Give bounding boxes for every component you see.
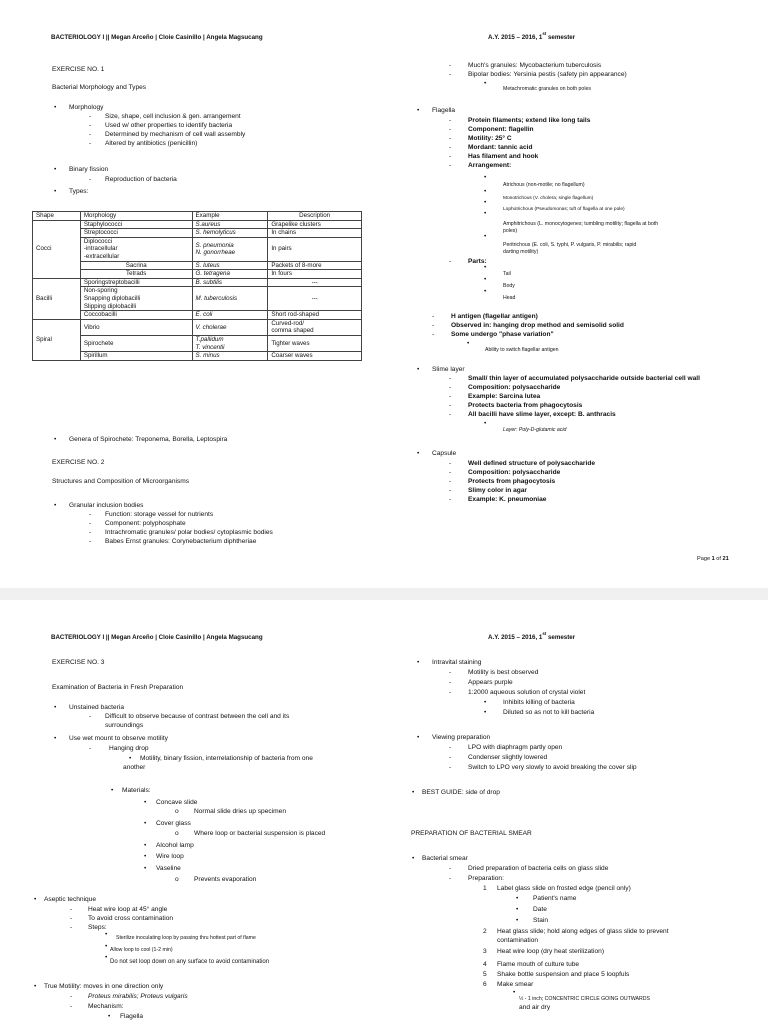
table-cell: Coarser waves	[268, 352, 362, 361]
slime-item: All bacilli have slime layer, except: B. anthracis	[468, 411, 616, 418]
table-cell: ---	[268, 287, 362, 311]
dash-icon: -	[449, 144, 452, 151]
dash-icon: -	[70, 906, 73, 913]
aseptic-step: Do not set loop down on any surface to avoid contamination	[110, 959, 270, 965]
unstained-item-cont: surroundings	[105, 722, 144, 729]
dash-icon: -	[449, 411, 452, 418]
capsule-item: Slimy color in agar	[468, 487, 527, 494]
unstained-item: Difficult to observe because of contrast between the cell and its	[105, 713, 290, 720]
best-guide: BEST GUIDE: side of drop	[422, 789, 500, 796]
prep-step-cont: contamination	[497, 937, 539, 944]
material-sub: Prevents evaporation	[194, 876, 257, 883]
exercise-1-title: EXERCISE NO. 1	[52, 66, 105, 73]
table-cell: G. tetragena	[192, 270, 268, 279]
dash-icon: -	[89, 113, 92, 120]
viewing-item: Condenser slightly lowered	[468, 754, 548, 761]
materials-heading: Materials:	[122, 787, 151, 794]
table-header: Example	[192, 212, 268, 221]
bullet-icon: •	[111, 787, 114, 794]
exercise-3-subtitle: Examination of Bacteria in Fresh Preparation	[52, 684, 184, 691]
bullet-icon: •	[129, 755, 132, 762]
bullet-icon: •	[54, 735, 57, 742]
dash-icon: -	[449, 153, 452, 160]
bullet-icon: •	[105, 954, 108, 961]
flagella-item: Has filament and hook	[468, 153, 539, 160]
prep-step-number: 4	[483, 961, 487, 968]
exercise-3-title: EXERCISE NO. 3	[52, 659, 105, 666]
metachromatic-note: Metachromatic granules on both poles	[503, 86, 591, 92]
dash-icon: -	[449, 487, 452, 494]
table-cell: Tetrads	[80, 270, 192, 279]
bullet-icon: •	[484, 188, 487, 195]
shape-cell: Spiral	[33, 319, 81, 360]
smear-sub: ½ - 1 inch; CONCENTRIC CIRCLE GOING OUTWARDS	[519, 996, 650, 1002]
slime-item: Protects bacteria from phagocytosis	[468, 402, 583, 409]
table-cell: Coccobacilli	[80, 311, 192, 320]
unstained-heading: Unstained bacteria	[69, 704, 124, 711]
table-cell: S. hemolyticus	[192, 229, 268, 238]
granular-item: Component: polyphosphate	[105, 520, 186, 527]
aseptic-item: Steps:	[88, 924, 107, 931]
table-cell: Streptococci	[80, 229, 192, 238]
slime-item: Composition: polysaccharide	[468, 384, 561, 391]
granular-item: Intrachromatic granules/ polar bodies/ cytoplasmic bodies	[105, 529, 273, 536]
prep-step: Heat wire loop (dry heat sterilization)	[497, 948, 605, 955]
smear-sub-cont: and air dry	[519, 1004, 551, 1011]
dash-icon: -	[449, 126, 452, 133]
material-item: Cover glass	[156, 820, 191, 827]
bullet-icon: •	[484, 709, 487, 716]
part-item: Head	[503, 295, 516, 301]
prep-step: Label glass slide on frosted edge (pencil only)	[497, 885, 631, 892]
capsule-item: Protects from phagocytosis	[468, 478, 556, 485]
bullet-icon: •	[484, 199, 487, 206]
genera-line: Genera of Spirochete: Treponema, Borella, Leptospira	[69, 436, 228, 443]
table-cell: Sacrina	[80, 261, 192, 270]
intravital-item: Appears purple	[468, 679, 513, 686]
bullet-icon: •	[484, 174, 487, 181]
dash-icon: -	[449, 117, 452, 124]
bullet-icon: •	[467, 340, 470, 347]
aseptic-item: To avoid cross contamination	[88, 915, 174, 922]
dash-icon: -	[70, 993, 73, 1000]
table-cell: T.pallidum T. vincentii	[192, 335, 268, 351]
table-cell: S. minus	[192, 352, 268, 361]
h-antigen-item: H antigen (flagellar antigen)	[451, 313, 538, 320]
bullet-icon: •	[144, 853, 147, 860]
table-header-row	[33, 212, 362, 221]
label-sub: Patient's name	[533, 895, 577, 902]
bullet-icon: •	[484, 210, 487, 217]
smear-item: Dried preparation of bacteria cells on glass slide	[468, 865, 609, 872]
bullet-icon: •	[417, 450, 420, 457]
viewing-item: LPO with diaphragm partly open	[468, 744, 563, 751]
dash-icon: -	[89, 122, 92, 129]
circle-bullet-icon: o	[175, 830, 179, 837]
shape-cell: Cocci	[33, 220, 81, 278]
bullet-icon: •	[54, 436, 57, 443]
table-cell: Tighter waves	[268, 335, 362, 351]
flagella-item: Mordant: tannic acid	[468, 144, 533, 151]
arrangement-item: poles)	[503, 228, 518, 234]
table-cell: Vibrio	[80, 319, 192, 335]
dash-icon: -	[449, 162, 452, 169]
table-cell: Packets of 8-more	[268, 261, 362, 270]
bullet-icon: •	[105, 943, 108, 950]
dash-icon: -	[449, 478, 452, 485]
bullet-icon: •	[54, 166, 57, 173]
header-authors: BACTERIOLOGY I || Megan Arceño | Cloie Casinillo | Angela Magsucang	[51, 34, 263, 41]
intravital-item: Motility is best observed	[468, 669, 539, 676]
table-row	[33, 311, 362, 320]
part-item: Body	[503, 283, 515, 289]
material-item: Vaseline	[156, 865, 181, 872]
dash-icon: -	[449, 679, 452, 686]
dash-icon: -	[432, 331, 435, 338]
bullet-icon: •	[484, 233, 487, 240]
wet-mount-heading: Use wet mount to observe motility	[69, 735, 168, 742]
table-cell: ---	[268, 278, 362, 287]
bullet-icon: •	[484, 699, 487, 706]
table-cell: Non-sporing Snapping diplobacilli Slipping diplobacilli	[80, 287, 192, 311]
dash-icon: -	[449, 744, 452, 751]
header-authors: BACTERIOLOGY I || Megan Arceño | Cloie Casinillo | Angela Magsucang	[51, 634, 263, 641]
bullet-icon: •	[144, 820, 147, 827]
dash-icon: -	[449, 393, 452, 400]
flagella-item: Arrangement:	[468, 162, 512, 169]
header-academic-year: A.Y. 2015 – 2016, 1st semester	[488, 631, 576, 641]
granule-item: Bipolar bodies: Yersinia pestis (safety pin appearance)	[468, 71, 627, 78]
bullet-icon: •	[412, 855, 415, 862]
label-sub: Date	[533, 906, 547, 913]
slime-item: Small/ thin layer of accumulated polysaccharide outside bacterial cell wall	[468, 375, 700, 382]
granular-item: Function: storage vessel for nutrients	[105, 511, 214, 518]
prep-step-number: 5	[483, 971, 487, 978]
capsule-item: Well defined structure of polysaccharide	[468, 460, 596, 467]
table-header: Morphology	[80, 212, 192, 221]
material-sub: Normal slide dries up specimen	[194, 808, 286, 815]
document-page-2	[0, 600, 768, 1024]
flagella-heading: Flagella	[432, 107, 456, 114]
arrangement-item: Lophotrichous (Pseudomonas; tuft of flagella at one pole)	[503, 207, 625, 212]
dash-icon: -	[89, 538, 92, 545]
material-item: Alcohol lamp	[156, 842, 194, 849]
bullet-icon: •	[54, 502, 57, 509]
granular-item: Babes Ernst granules: Corynebacterium diphtheriae	[105, 538, 257, 545]
bullet-icon: •	[412, 789, 415, 796]
table-row	[33, 335, 362, 351]
bullet-icon: •	[417, 366, 420, 373]
granule-item: Much's granules: Mycobacterium tuberculosis	[468, 62, 602, 69]
exercise-1-subtitle: Bacterial Morphology and Types	[52, 84, 147, 91]
flagella-item: Protein filaments; extend like long tails	[468, 117, 591, 124]
bullet-icon: •	[516, 895, 519, 902]
prep-step-number: 6	[483, 981, 487, 988]
dash-icon: -	[449, 384, 452, 391]
dash-icon: -	[449, 469, 452, 476]
bullet-icon: •	[54, 104, 57, 111]
prep-step: Heat glass slide; hold along edges of glass slide to prevent	[497, 928, 669, 935]
h-antigen-item: Some undergo "phase variation"	[451, 331, 554, 338]
bullet-icon: •	[105, 931, 108, 938]
table-cell: M. tuberculosis	[192, 287, 268, 311]
dash-icon: -	[449, 62, 452, 69]
dash-icon: -	[449, 754, 452, 761]
prep-step-number: 2	[483, 928, 487, 935]
table-cell: S. luteus	[192, 261, 268, 270]
bullet-icon: •	[484, 420, 487, 427]
table-row	[33, 278, 362, 287]
binary-fission-heading: Binary fission	[69, 166, 109, 173]
bullet-icon: •	[417, 734, 420, 741]
dash-icon: -	[449, 258, 452, 265]
prep-step: Flame mouth of culture tube	[497, 961, 580, 968]
bullet-icon: •	[54, 188, 57, 195]
dash-icon: -	[89, 520, 92, 527]
bacterial-smear-heading: Bacterial smear	[422, 855, 468, 862]
aseptic-heading: Aseptic technique	[44, 896, 97, 903]
dash-icon: -	[449, 875, 452, 882]
table-cell: Diplococci -intracellular -extracellular	[80, 237, 192, 261]
material-sub: Where loop or bacterial suspension is placed	[194, 830, 326, 837]
smear-item: Preparation:	[468, 875, 504, 882]
capsule-item: Example: K. pneumoniae	[468, 496, 547, 503]
aseptic-step: Allow loop to cool (1-2 min)	[110, 947, 173, 953]
bullet-icon: •	[144, 865, 147, 872]
dash-icon: -	[432, 322, 435, 329]
flagella-item: Component: flagellin	[468, 126, 534, 133]
bullet-icon: •	[484, 276, 487, 283]
intravital-sub: Diluted so as not to kill bacteria	[503, 709, 595, 716]
bullet-icon: •	[417, 659, 420, 666]
part-item: Tail	[503, 271, 511, 277]
table-cell: In pairs	[268, 237, 362, 261]
dash-icon: -	[89, 140, 92, 147]
binary-fission-item: Reproduction of bacteria	[105, 176, 177, 183]
flagella-item: Motility: 25° C	[468, 135, 512, 142]
bullet-icon: •	[34, 896, 37, 903]
dash-icon: -	[70, 1003, 73, 1010]
intravital-item: 1:2000 aqueous solution of crystal violet	[468, 689, 586, 696]
prep-step-number: 3	[483, 948, 487, 955]
bullet-icon: •	[513, 989, 516, 996]
table-cell: Staphylococci	[80, 220, 192, 229]
bacterial-smear-title: PREPARATION OF BACTERIAL SMEAR	[411, 830, 532, 837]
bullet-icon: •	[484, 288, 487, 295]
slime-layer-heading: Slime layer	[432, 366, 465, 373]
page-footer: Page 1 of 21	[697, 556, 729, 562]
table-row	[33, 319, 362, 335]
hanging-drop-item: Motility, binary fission, interrelationship of bacteria from one	[140, 755, 313, 762]
hanging-drop: Hanging drop	[109, 745, 149, 752]
dash-icon: -	[89, 529, 92, 536]
true-motility-heading: True Motility: moves in one direction only	[44, 983, 164, 990]
morph-item: Used w/ other properties to identify bacteria	[105, 122, 233, 129]
morph-item: Size, shape, cell inclusion & gen. arrangement	[105, 113, 241, 120]
hanging-drop-item-cont: another	[123, 764, 146, 771]
intravital-heading: Intravital staining	[432, 659, 482, 666]
dash-icon: -	[432, 313, 435, 320]
dash-icon: -	[89, 745, 92, 752]
header-academic-year: A.Y. 2015 – 2016, 1st semester	[488, 31, 576, 41]
types-heading: Types:	[69, 188, 89, 195]
aseptic-item: Heat wire loop at 45° angle	[88, 906, 168, 913]
bullet-icon: •	[516, 906, 519, 913]
table-cell: V. cholerae	[192, 319, 268, 335]
viewing-heading: Viewing preparation	[432, 734, 491, 741]
dash-icon: -	[89, 176, 92, 183]
slime-layer-note: Layer: Poly-D-glutamic acid	[503, 427, 567, 433]
table-row	[33, 352, 362, 361]
bullet-icon: •	[484, 80, 487, 87]
dash-icon: -	[70, 915, 73, 922]
arrangement-item: Amphitrichous (L. monocytogenes; tumbling motility; flagella at both	[503, 221, 659, 227]
table-row	[33, 220, 362, 229]
arrangement-item: Monotrichous (V. cholera; single flagellum)	[503, 196, 594, 201]
dash-icon: -	[449, 669, 452, 676]
dash-icon: -	[89, 511, 92, 518]
aseptic-step: Sterilize inoculating loop by passing thru hottest part of flame	[116, 935, 256, 941]
bullet-icon: •	[54, 704, 57, 711]
table-header: Description	[268, 212, 362, 221]
bullet-icon: •	[484, 264, 487, 271]
capsule-item: Composition: polysaccharide	[468, 469, 561, 476]
table-row	[33, 229, 362, 238]
bullet-icon: •	[108, 1013, 111, 1020]
h-antigen-item: Observed in: hanging drop method and semisolid solid	[451, 322, 624, 329]
slime-item: Example: Sarcina lutea	[468, 393, 541, 400]
viewing-item: Switch to LPO very slowly to avoid breaking the cover slip	[468, 764, 637, 771]
dash-icon: -	[70, 924, 73, 931]
true-motility-item: Proteus mirabilis; Proteus vulgaris	[88, 993, 188, 1000]
shape-cell: Bacilli	[33, 278, 81, 319]
circle-bullet-icon: o	[175, 808, 179, 815]
arrangement-item: Atrichous (non-motile; no flagellum)	[503, 182, 585, 188]
capsule-heading: Capsule	[432, 450, 457, 457]
dash-icon: -	[449, 460, 452, 467]
dash-icon: -	[89, 713, 92, 720]
table-cell: S.aureus	[192, 220, 268, 229]
table-header: Shape	[33, 212, 81, 221]
label-sub: Stain	[533, 917, 549, 924]
table-cell: Grapelike clusters	[268, 220, 362, 229]
bullet-icon: •	[144, 799, 147, 806]
parts-label: Parts:	[468, 258, 487, 265]
table-cell: Sporingstreptobacilli	[80, 278, 192, 287]
table-cell: Short rod-shaped	[268, 311, 362, 320]
prep-step: Shake bottle suspension and place 5 loopfuls	[497, 971, 630, 978]
intravital-sub: Inhibits killing of bacteria	[503, 699, 575, 706]
circle-bullet-icon: o	[175, 876, 179, 883]
mechanism-item: Flagella	[120, 1013, 144, 1020]
material-item: Wire loop	[156, 853, 184, 860]
table-cell: B. subtilis	[192, 278, 268, 287]
dash-icon: -	[449, 375, 452, 382]
phase-variation-note: Ability to switch flagellar antigen	[485, 347, 559, 353]
material-item: Concave slide	[156, 799, 198, 806]
bullet-icon: •	[34, 983, 37, 990]
prep-step-number: 1	[483, 885, 487, 892]
morphology-table	[32, 211, 362, 361]
table-cell: E. coli	[192, 311, 268, 320]
dash-icon: -	[89, 131, 92, 138]
arrangement-item: darting motility)	[503, 249, 539, 255]
table-cell: Spirochete	[80, 335, 192, 351]
table-cell: In fours	[268, 270, 362, 279]
dash-icon: -	[449, 71, 452, 78]
exercise-2-subtitle: Structures and Composition of Microorganisms	[52, 478, 190, 485]
bullet-icon: •	[516, 917, 519, 924]
table-cell: Spirillum	[80, 352, 192, 361]
arrangement-item: Peritrichous (E. coli, S. typhi, P. vulgaris, P. mirabilis; rapid	[503, 242, 637, 248]
table-row	[33, 287, 362, 311]
bullet-icon: •	[417, 107, 420, 114]
dash-icon: -	[449, 764, 452, 771]
true-motility-item: Mechanism:	[88, 1003, 124, 1010]
morphology-heading: Morphology	[69, 104, 104, 111]
table-row	[33, 237, 362, 261]
dash-icon: -	[449, 496, 452, 503]
bullet-icon: •	[144, 842, 147, 849]
table-cell: S. pneumonia N. gonorrheae	[192, 237, 268, 261]
exercise-2-title: EXERCISE NO. 2	[52, 459, 105, 466]
table-row	[33, 270, 362, 279]
dash-icon: -	[449, 689, 452, 696]
prep-step: Make smear	[497, 981, 534, 988]
table-cell: In chains	[268, 229, 362, 238]
table-row	[33, 261, 362, 270]
dash-icon: -	[449, 135, 452, 142]
morph-item: Altered by antibiotics (penicillin)	[105, 140, 198, 147]
dash-icon: -	[449, 402, 452, 409]
table-cell: Curved-rod/ comma shaped	[268, 319, 362, 335]
morph-item: Determined by mechanism of cell wall assembly	[105, 131, 246, 138]
dash-icon: -	[449, 865, 452, 872]
granular-heading: Granular inclusion bodies	[69, 502, 144, 509]
